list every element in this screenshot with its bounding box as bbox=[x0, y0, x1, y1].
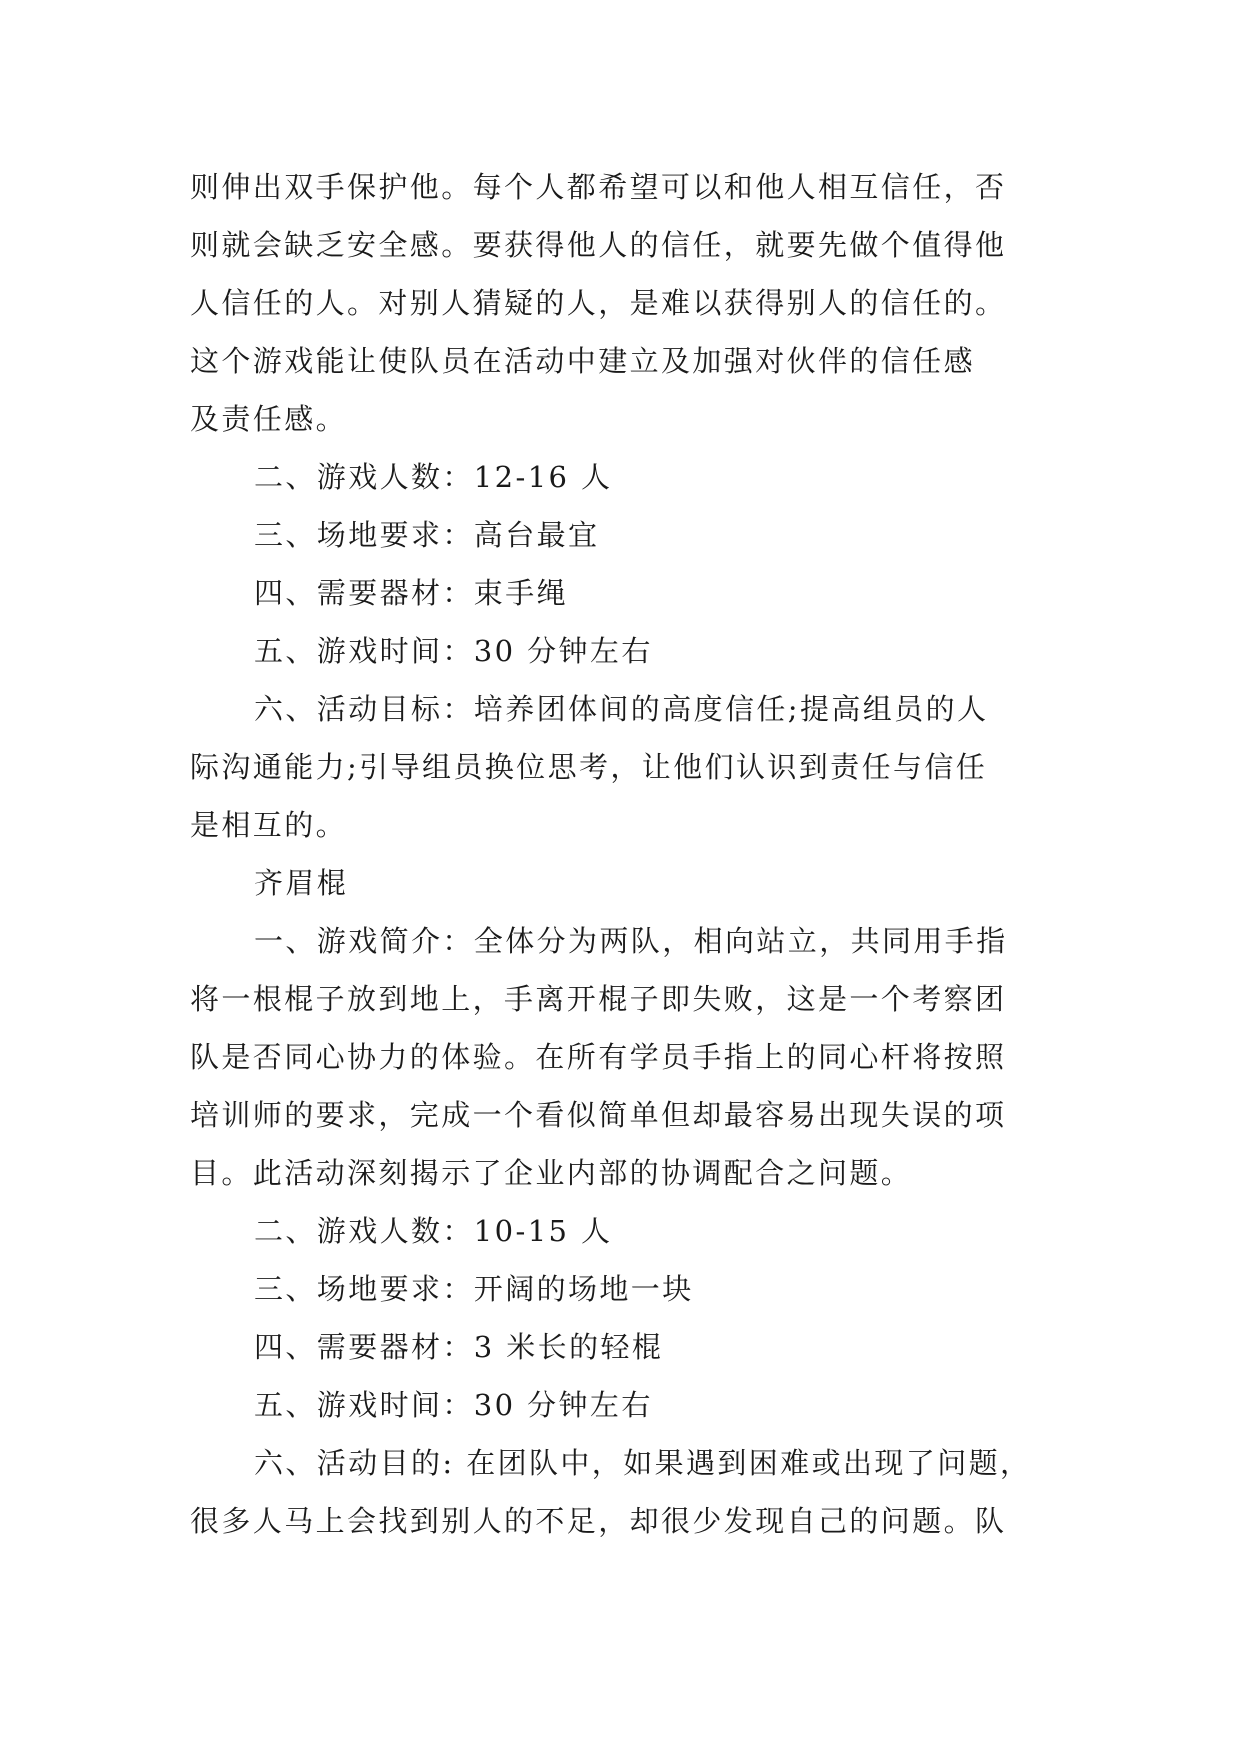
text-line: 是相互的。 bbox=[190, 808, 348, 842]
text-line: 队是否同心协力的体验。在所有学员手指上的同心杆将按照 bbox=[190, 1040, 1007, 1074]
item-venue: 三、场地要求：开阔的场地一块 bbox=[254, 1272, 694, 1306]
text-line: 这个游戏能让使队员在活动中建立及加强对伙伴的信任感 bbox=[190, 344, 976, 378]
text-line: 则就会缺乏安全感。要获得他人的信任，就要先做个值得他 bbox=[190, 228, 1007, 262]
item-intro: 一、游戏简介：全体分为两队，相向站立，共同用手指 bbox=[254, 924, 1008, 958]
text-line: 培训师的要求，完成一个看似简单但却最容易出现失误的项 bbox=[190, 1098, 1007, 1132]
text-line: 将一根棍子放到地上，手离开棍子即失败，这是一个考察团 bbox=[190, 982, 1007, 1016]
text-line: 很多人马上会找到别人的不足，却很少发现自己的问题。队 bbox=[190, 1504, 1007, 1538]
text-line: 则伸出双手保护他。每个人都希望可以和他人相互信任，否 bbox=[190, 170, 1007, 204]
text-line: 及责任感。 bbox=[190, 402, 348, 436]
section-heading: 齐眉棍 bbox=[254, 866, 349, 900]
item-goal: 六、活动目标：培养团体间的高度信任;提高组员的人 bbox=[254, 692, 989, 726]
item-player-count: 二、游戏人数：12-16 人 bbox=[254, 460, 613, 494]
item-equipment: 四、需要器材：束手绳 bbox=[254, 576, 569, 610]
text-line: 人信任的人。对别人猜疑的人，是难以获得别人的信任的。 bbox=[190, 286, 1007, 320]
text-line: 目。此活动深刻揭示了企业内部的协调配合之问题。 bbox=[190, 1156, 913, 1190]
item-player-count: 二、游戏人数：10-15 人 bbox=[254, 1214, 613, 1248]
item-purpose: 六、活动目的: 在团队中，如果遇到困难或出现了问题， bbox=[254, 1446, 1032, 1480]
item-venue: 三、场地要求：高台最宜 bbox=[254, 518, 600, 552]
item-equipment: 四、需要器材：3 米长的轻棍 bbox=[254, 1330, 664, 1364]
text-line: 际沟通能力;引导组员换位思考，让他们认识到责任与信任 bbox=[190, 750, 988, 784]
document-body bbox=[190, 158, 1070, 1550]
item-duration: 五、游戏时间：30 分钟左右 bbox=[254, 1388, 653, 1422]
item-duration: 五、游戏时间：30 分钟左右 bbox=[254, 634, 653, 668]
